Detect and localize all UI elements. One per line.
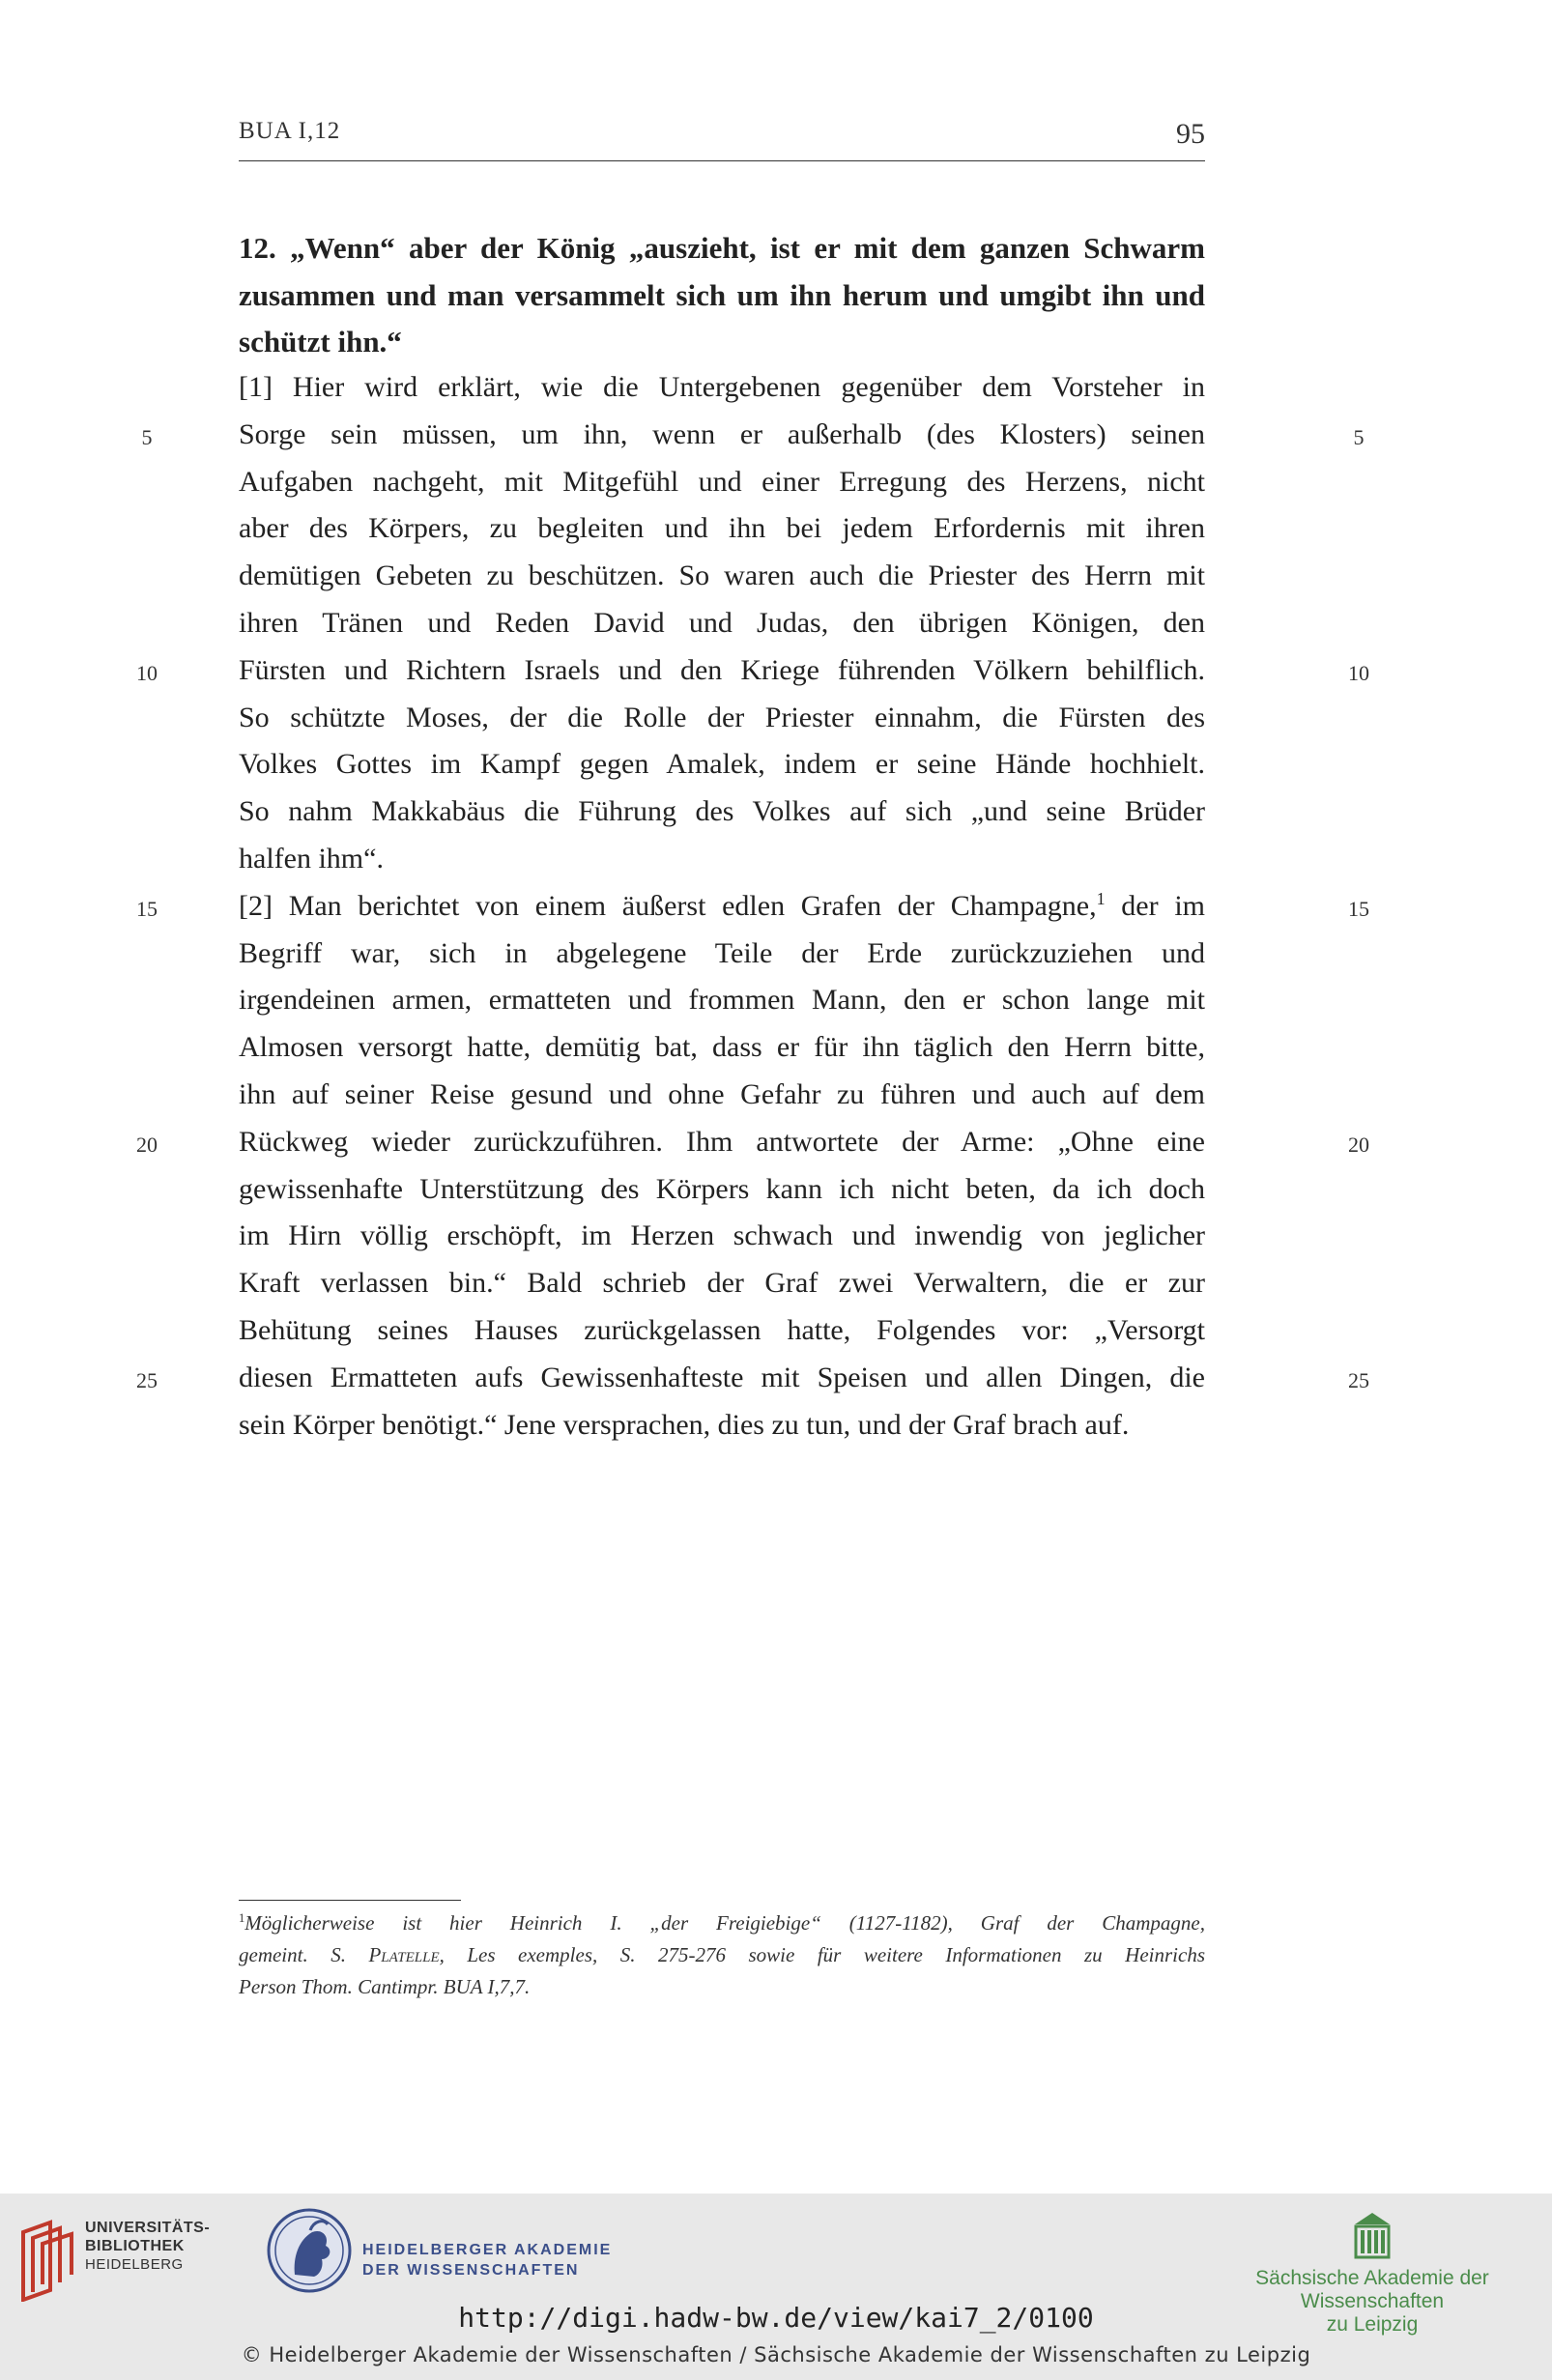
running-head [239, 114, 1205, 161]
source-url[interactable]: http://digi.hadw-bw.de/view/kai7_2/0100 [458, 2302, 1094, 2334]
copyright-notice: © Heidelberger Akademie der Wissenschaften / Sächsische Akademie der Wissenschaften zu Leipzig [241, 2343, 1311, 2366]
text-line: aber des Körpers, zu begleiten und ihn bei jedem Erfordernis mit ihren [239, 512, 1205, 545]
running-head-label: BUA I,12 [239, 118, 341, 144]
text-line: Kraft verlassen bin.“ Bald schrieb der Graf zwei Verwaltern, die er zur [239, 1267, 1205, 1300]
footnote-line [239, 1939, 1205, 1971]
text-line: Begriff war, sich in abgelegene Teile der Erde zurückzuziehen und [239, 936, 1205, 969]
logo-text: zu Leipzig [1326, 2313, 1419, 2336]
text-line: [1] Hier wird erklärt, wie die Untergebenen gegenüber dem Vorsteher in [239, 371, 1205, 403]
text-line: Almosen versorgt hatte, demütig bat, dass er für ihn täglich den Herrn bitte, [239, 1031, 1205, 1064]
logo-text: DER WISSENSCHAFTEN [362, 2262, 580, 2279]
text-line: ihren Tränen und Reden David und Judas, den übrigen Königen, den [239, 606, 1205, 639]
ub-heidelberg-wordmark [85, 2219, 210, 2274]
logo-text: HEIDELBERGER AKADEMIE [362, 2242, 613, 2258]
line-number: 10 [136, 661, 158, 685]
text-line: Behütung seines Hauses zurückgelassen hatte, Folgendes vor: „Versorgt [239, 1313, 1205, 1346]
hadw-wordmark [362, 2240, 612, 2280]
text-line: So schützte Moses, der die Rolle der Priester einnahm, die Fürsten des [239, 701, 1205, 733]
text-line: demütigen Gebeten zu beschützen. So waren auch die Priester des Herrn mit [239, 559, 1205, 592]
text-line: sein Körper benötigt.“ Jene versprachen, dies zu tun, und der Graf brach auf. [239, 1408, 1130, 1441]
text-line: diesen Ermatteten aufs Gewissenhafteste mit Speisen und allen Dingen, die [239, 1361, 1205, 1393]
page-number: 95 [1176, 118, 1205, 150]
line-number: 10 [1348, 661, 1369, 685]
text-line: Aufgaben nachgeht, mit Mitgefühl und einer Erregung des Herzens, nicht [239, 465, 1205, 498]
text-line: Sorge sein müssen, um ihn, wenn er außerhalb (des Klosters) seinen [239, 417, 1205, 450]
text-line: gewissenhafte Unterstützung des Körpers kann ich nicht beten, da ich doch [239, 1172, 1205, 1205]
text-line: Volkes Gottes im Kampf gegen Amalek, indem er seine Hände hochhielt. [239, 748, 1205, 781]
text-line: Rückweg wieder zurückzuführen. Ihm antwortete der Arme: „Ohne eine [239, 1125, 1205, 1158]
author-name: Platelle [368, 1943, 440, 1966]
footnote-line [239, 1907, 1205, 1939]
line-number: 5 [141, 425, 153, 449]
text-line: irgendeinen armen, ermatteten und frommen Mann, den er schon lange mit [239, 984, 1205, 1017]
footer-banner [0, 2194, 1552, 2380]
building-facade-icon [1208, 2211, 1537, 2259]
line-number: 15 [136, 897, 158, 921]
text-line: Fürsten und Richtern Israels und den Kriege führenden Völkern behilflich. [239, 653, 1205, 686]
footnote-line: Person Thom. Cantimpr. BUA I,7,7. [239, 1975, 531, 1998]
footnote-text: , Les exemples, S. 275-276 sowie für weitere Informationen zu Heinrichs [439, 1943, 1205, 1966]
text-line: ihn auf seiner Reise gesund und ohne Gefahr zu führen und auch auf dem [239, 1077, 1205, 1110]
text-line-with-footnote [239, 883, 1205, 931]
line-number: 20 [1348, 1133, 1369, 1157]
text-line-part: [2] Man berichtet von einem äußerst edlen Grafen der Champagne, [239, 889, 1097, 922]
body-text [239, 364, 1205, 1448]
logo-text: BIBLIOTHEK [85, 2238, 185, 2254]
logo-text: HEIDELBERG [85, 2256, 184, 2273]
ub-heidelberg-logo[interactable] [17, 2219, 220, 2311]
footnote-text: Möglicherweise ist hier Heinrich I. „der Freigiebige“ (1127-1182), Graf der Champagne, [244, 1911, 1205, 1935]
logo-text: UNIVERSITÄTS- [85, 2220, 211, 2236]
text-line: im Hirn völlig erschöpft, im Herzen schwach und inwendig von jeglicher [239, 1219, 1205, 1252]
line-number: 25 [136, 1368, 158, 1392]
text-line-part: der im [1105, 889, 1205, 922]
section-heading: 12. „Wenn“ aber der König „auszieht, ist er mit dem ganzen Schwarm zusammen und man versammelt sich um ihn herum und umgibt ihn und schützt ihn.“ [239, 231, 1205, 358]
hadw-logo[interactable] [266, 2207, 652, 2304]
footnote [239, 1907, 1205, 2003]
line-number: 20 [136, 1133, 158, 1157]
footnote-marker: 1 [1096, 888, 1106, 908]
text-line: So nahm Makkabäus die Führung des Volkes auf sich „und seine Brüder [239, 795, 1205, 828]
logo-text: Sächsische Akademie der Wissenschaften [1255, 2267, 1489, 2312]
line-number: 15 [1348, 897, 1369, 921]
line-number: 25 [1348, 1368, 1369, 1392]
footnote-text: gemeint. S. [239, 1943, 369, 1966]
line-number: 5 [1353, 425, 1365, 449]
footnote-separator [239, 1900, 461, 1901]
footnote-number: 1 [239, 1911, 245, 1925]
text-line: halfen ihm“. [239, 842, 384, 875]
